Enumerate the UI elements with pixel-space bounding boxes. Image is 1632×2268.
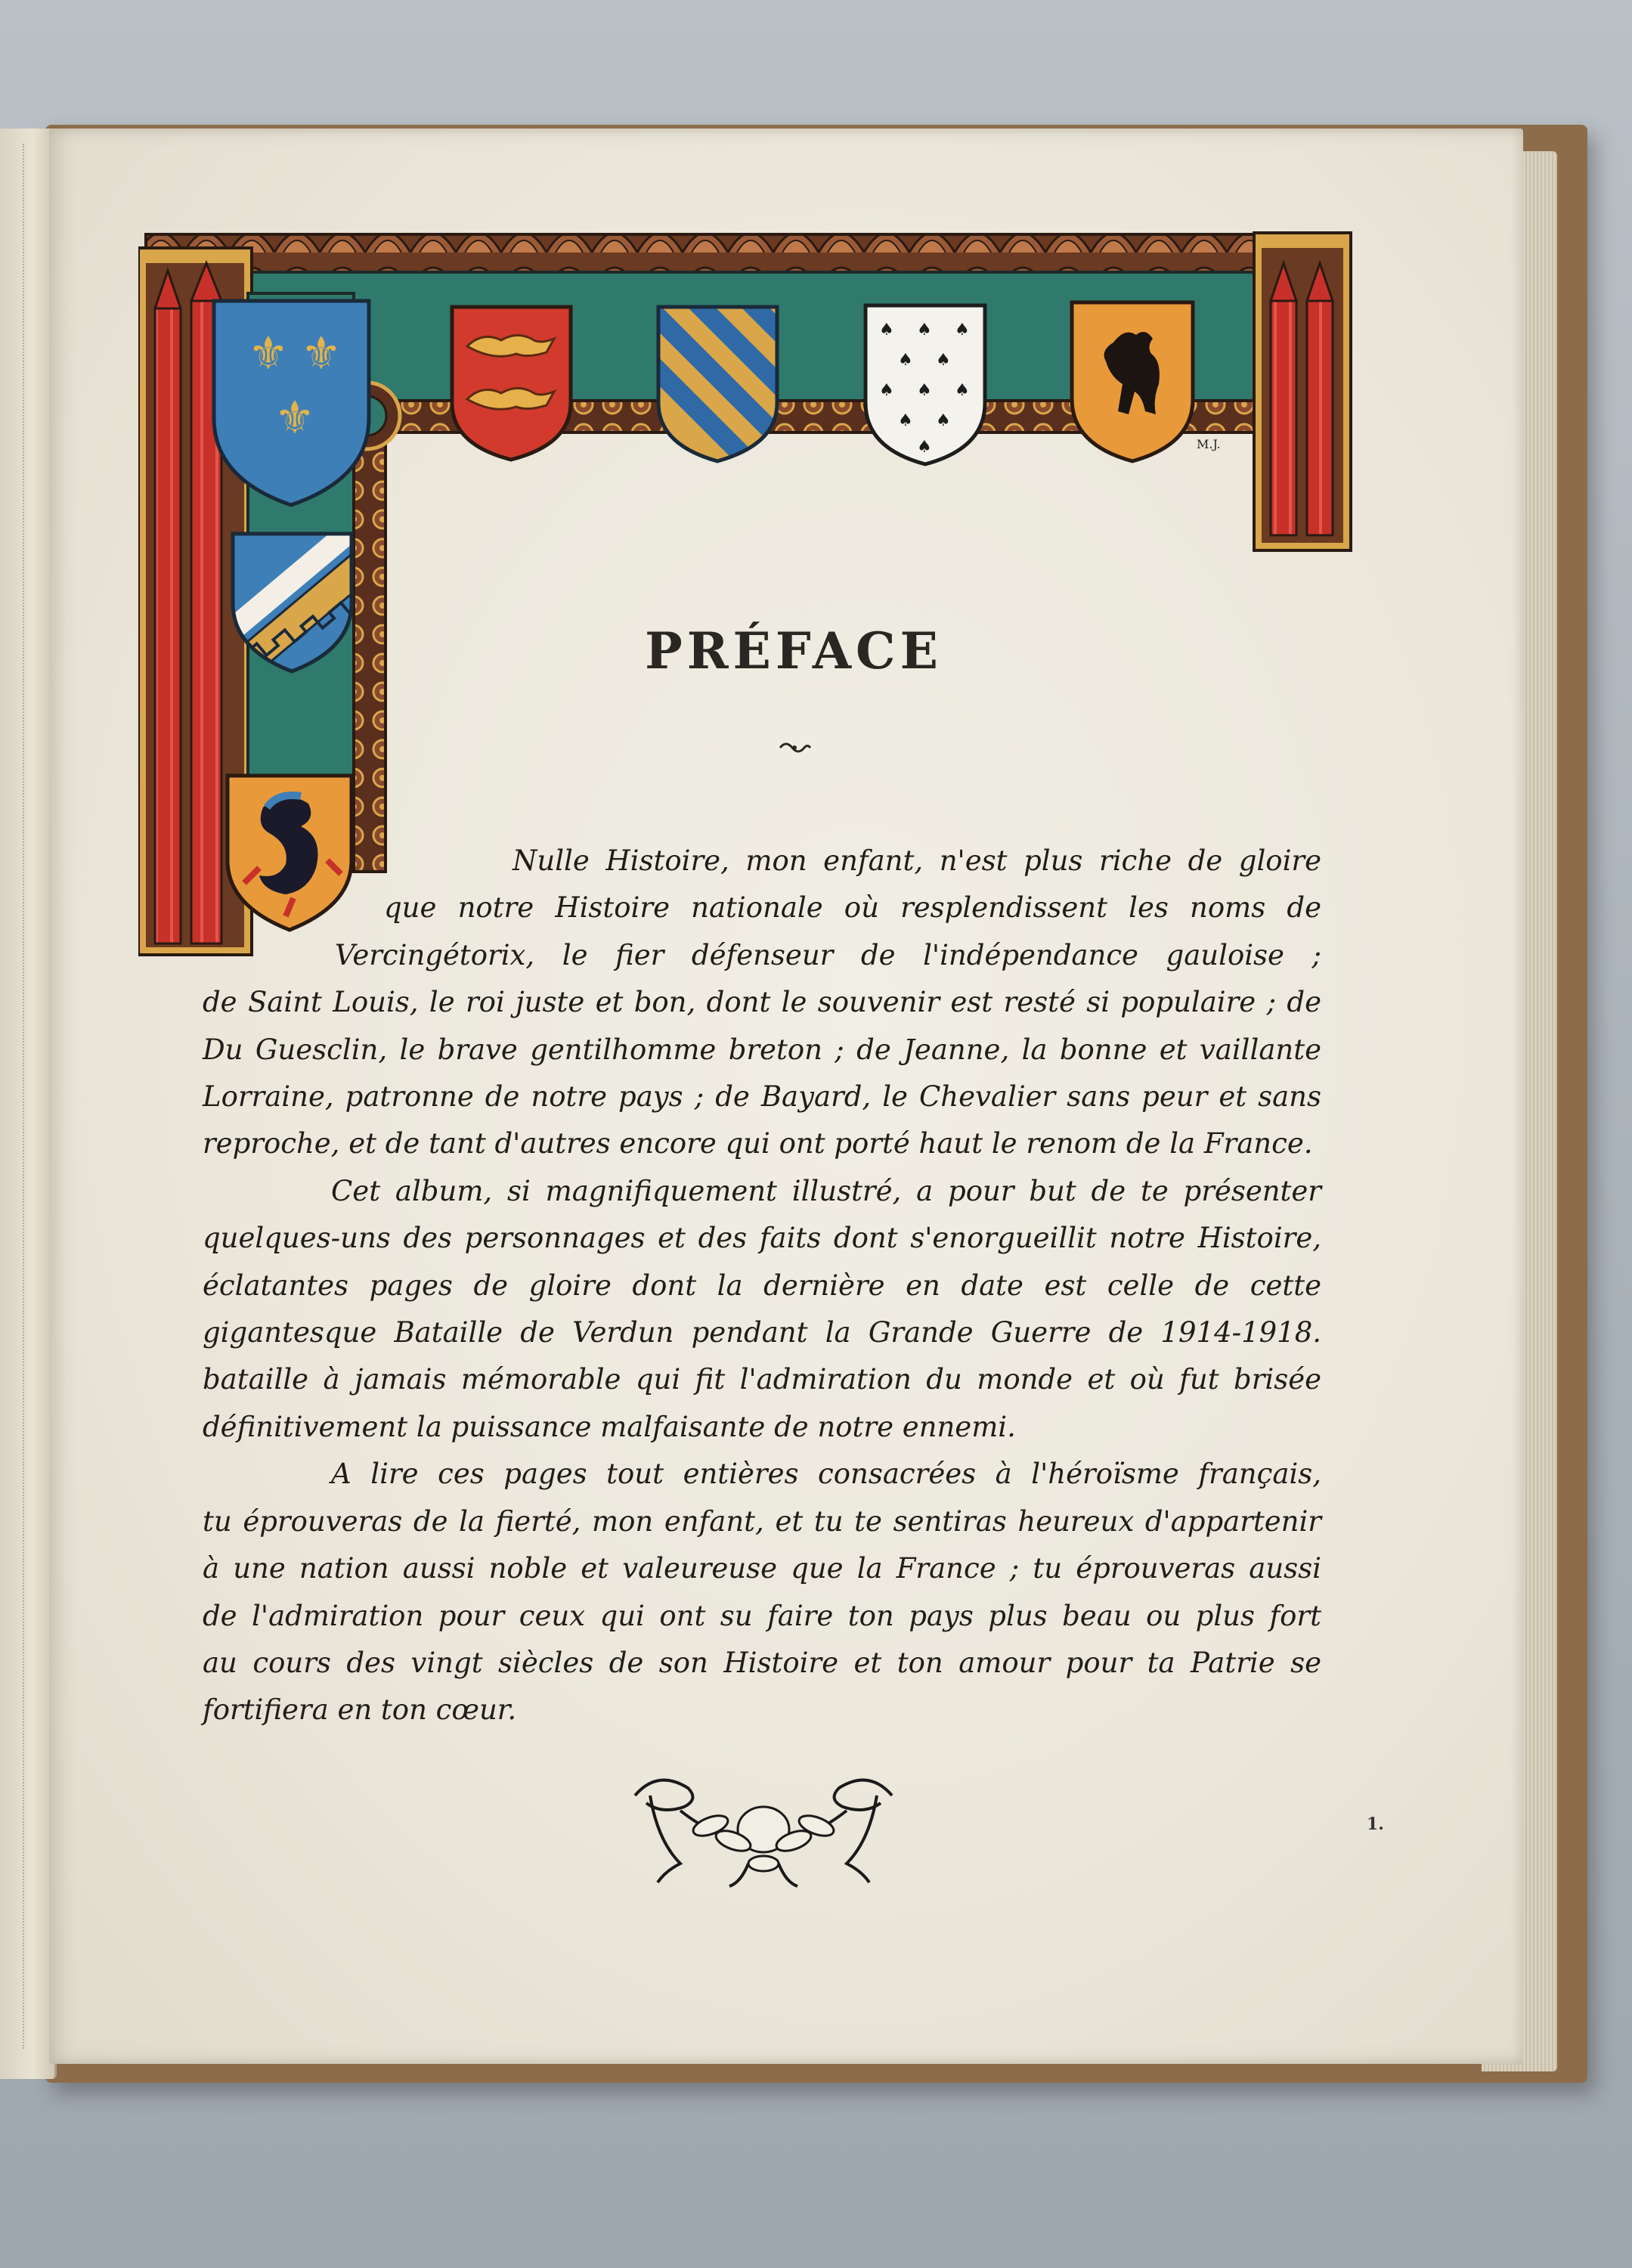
text-line: que notre Histoire nationale où resplendissent les noms de: [384, 891, 1321, 925]
lions-shield-icon: [452, 307, 571, 460]
text-line: gigantesque Bataille de Verdun pendant la Grande Guerre de 1914-1918.: [203, 1316, 1321, 1349]
text-line: Du Guesclin, le brave gentilhomme breton ; de Jeanne, la bonne et vaillante: [203, 1033, 1321, 1066]
preface-text: [203, 838, 1321, 1734]
text-line: fortifiera en ton cœur.: [203, 1693, 517, 1727]
svg-text:♠: ♠: [955, 381, 970, 400]
title-ornament-icon: [777, 739, 812, 756]
text-line: reproche, et de tant d'autres encore qui ont porté haut le renom de la France.: [203, 1127, 1313, 1160]
svg-text:♠: ♠: [936, 411, 951, 430]
text-line: bataille à jamais mémorable qui fit l'admiration du monde et où fut brisée: [203, 1363, 1321, 1396]
svg-text:⚜: ⚜: [301, 327, 342, 380]
laurel-ribbon-ornament-icon: [627, 1765, 900, 1901]
page-number: 1.: [1367, 1814, 1384, 1834]
ermine-shield-icon: [866, 305, 985, 464]
svg-text:♠: ♠: [917, 381, 932, 400]
text-line: Lorraine, patronne de notre pays ; de Bayard, le Chevalier sans peur et sans: [203, 1080, 1321, 1114]
text-line: éclatantes pages de gloire dont la dernière en date est celle de cette: [203, 1269, 1321, 1302]
text-line: A lire ces pages tout entières consacrées à l'héroïsme français,: [331, 1458, 1321, 1491]
paragraph-3: [203, 1451, 1321, 1734]
svg-text:♠: ♠: [898, 351, 913, 370]
svg-text:♠: ♠: [898, 411, 913, 430]
svg-text:♠: ♠: [917, 438, 932, 457]
lion-rampant-shield-icon: [1072, 302, 1193, 461]
svg-text:♠: ♠: [955, 321, 970, 339]
text-line: quelques-uns des personnages et des faits dont s'enorgueillit notre Histoire,: [203, 1222, 1321, 1255]
svg-text:♠: ♠: [879, 321, 894, 339]
text-line: de l'admiration pour ceux qui ont su faire ton pays plus beau ou plus fort: [203, 1599, 1321, 1632]
svg-text:♠: ♠: [936, 351, 951, 370]
text-line: Nulle Histoire, mon enfant, n'est plus riche de gloire: [513, 844, 1321, 877]
page-title: PRÉFACE: [645, 621, 943, 680]
binding-stitches: [23, 144, 54, 2049]
text-line: à une nation aussi noble et valeureuse que la France ; tu éprouveras aussi: [203, 1552, 1321, 1585]
text-line: au cours des vingt siècles de son Histoire et ton amour pour ta Patrie se: [203, 1646, 1321, 1679]
paragraph-1: [203, 838, 1321, 1168]
text-line: de Saint Louis, le roi juste et bon, dont le souvenir est resté si populaire ; de: [203, 986, 1321, 1019]
svg-text:⚜: ⚜: [274, 392, 315, 445]
artist-mark: M.J.: [1197, 437, 1221, 451]
text-line: Cet album, si magnifiquement illustré, a pour but de te présenter: [331, 1174, 1321, 1207]
svg-text:♠: ♠: [917, 321, 932, 339]
text-line: définitivement la puissance malfaisante de notre ennemi.: [203, 1410, 1016, 1443]
fleur-de-lis-shield-icon: [214, 301, 369, 505]
text-line: tu éprouveras de la fierté, mon enfant, et tu te sentiras heureux d'appartenir: [203, 1504, 1321, 1538]
text-line: Vercingétorix, le fier défenseur de l'indépendance gauloise ;: [335, 938, 1321, 971]
svg-text:⚜: ⚜: [248, 327, 289, 380]
paragraph-2: [203, 1168, 1321, 1451]
svg-text:♠: ♠: [879, 381, 894, 400]
